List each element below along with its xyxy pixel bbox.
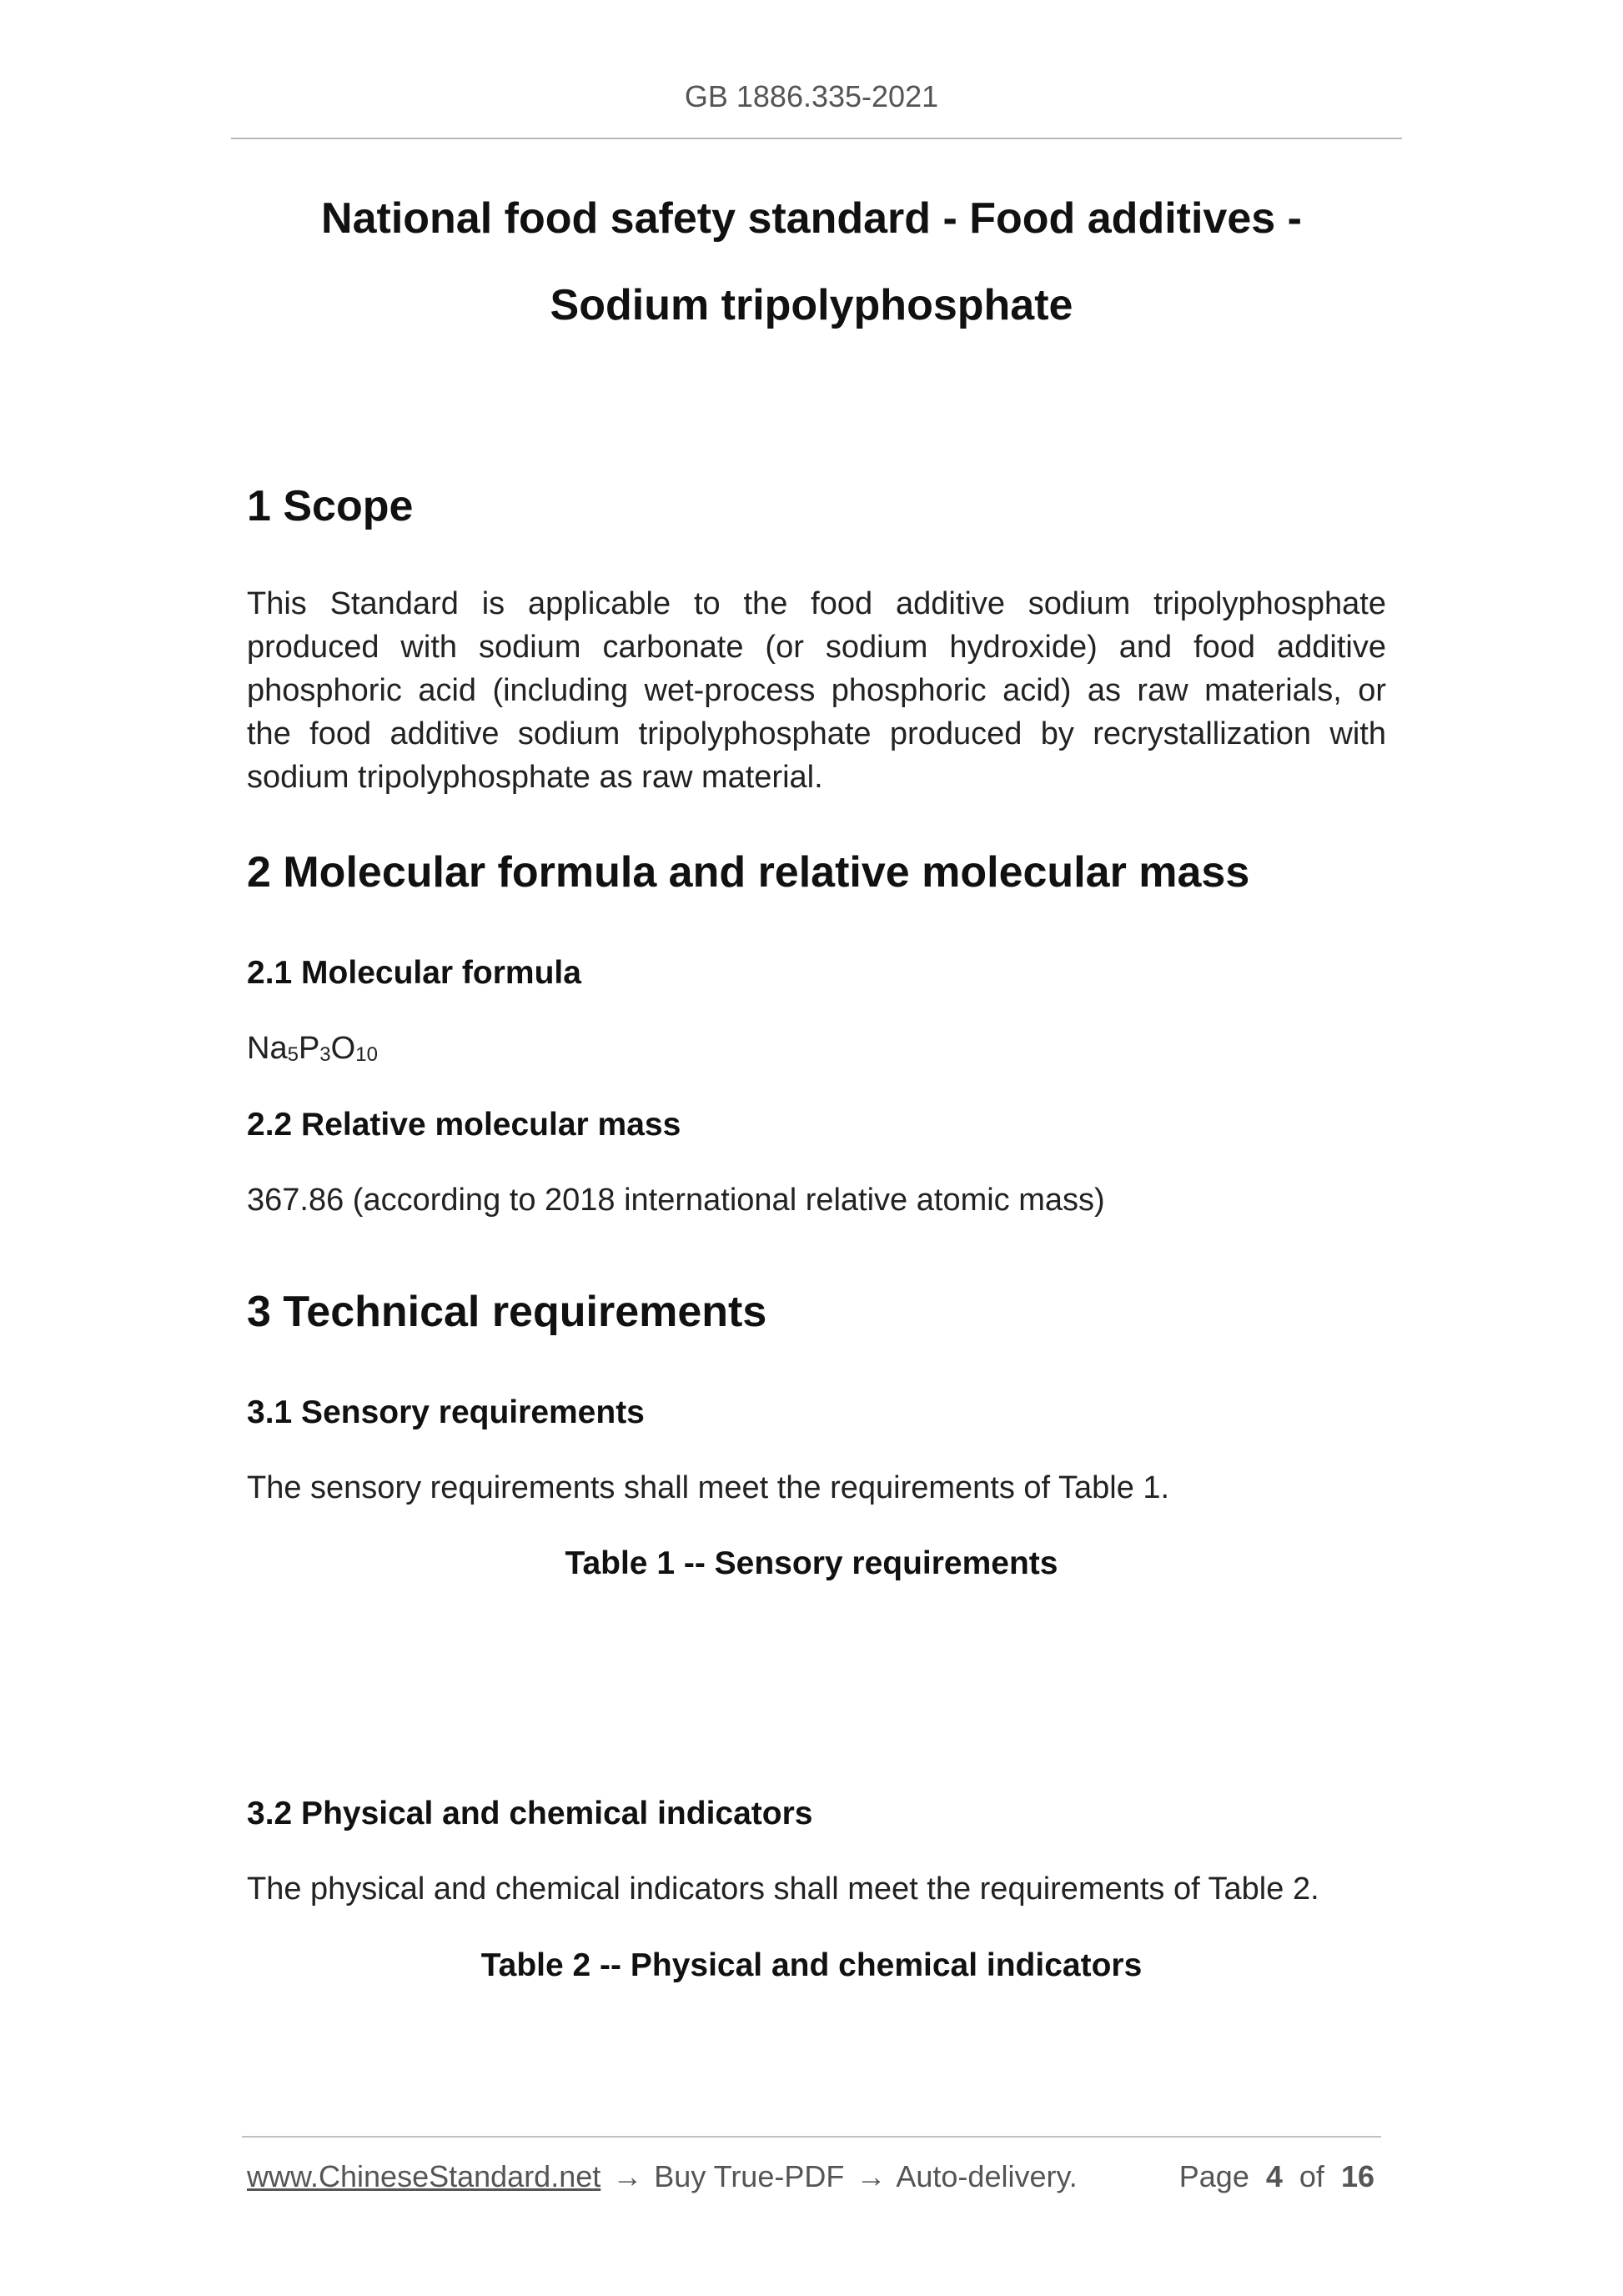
- sensory-requirements-text: The sensory requirements shall meet the requirements of Table 1.: [247, 1470, 1170, 1505]
- section-heading-technical: 3 Technical requirements: [247, 1288, 767, 1336]
- current-page-number: 4: [1265, 2159, 1283, 2193]
- molecular-mass-text: 367.86 (according to 2018 international relative atomic mass): [247, 1183, 1105, 1218]
- page-footer: [247, 2159, 1374, 2194]
- formula-subscript: 3: [319, 1043, 331, 1066]
- document-title-line-1: National food safety standard - Food additives -: [321, 194, 1302, 243]
- of-label: of: [1299, 2159, 1324, 2193]
- document-title-line-2: Sodium tripolyphosphate: [550, 281, 1073, 329]
- scope-line: phosphoric acid (including wet-process phosphoric acid) as raw materials, or: [247, 673, 1386, 708]
- arrow-right-icon: →: [612, 2159, 643, 2193]
- subsection-heading-molecular-formula: 2.1 Molecular formula: [247, 955, 581, 991]
- formula-element: Na: [247, 1031, 288, 1066]
- footer-divider: [242, 2136, 1381, 2138]
- scope-line: produced with sodium carbonate (or sodium hydroxide) and food additive: [247, 630, 1386, 665]
- subsection-heading-physchem: 3.2 Physical and chemical indicators: [247, 1796, 813, 1831]
- scope-line: sodium tripolyphosphate as raw material.: [247, 760, 823, 795]
- section-heading-molecular: 2 Molecular formula and relative molecular mass: [247, 848, 1250, 897]
- arrow-right-icon: →: [856, 2159, 887, 2193]
- document-code-header: GB 1886.335-2021: [684, 79, 939, 113]
- table-1-caption: Table 1 -- Sensory requirements: [565, 1545, 1058, 1581]
- physchem-indicators-text: The physical and chemical indicators shall meet the requirements of Table 2.: [247, 1871, 1319, 1907]
- formula-subscript: 5: [287, 1043, 299, 1066]
- scope-line: This Standard is applicable to the food additive sodium tripolyphosphate: [247, 586, 1386, 621]
- subsection-heading-molecular-mass: 2.2 Relative molecular mass: [247, 1107, 681, 1143]
- subsection-heading-sensory: 3.1 Sensory requirements: [247, 1394, 645, 1430]
- buy-true-pdf-text: Buy True-PDF: [654, 2159, 845, 2193]
- section-heading-scope: 1 Scope: [247, 482, 414, 530]
- website-link[interactable]: www.ChineseStandard.net: [247, 2159, 601, 2193]
- auto-delivery-text: Auto-delivery.: [896, 2159, 1078, 2193]
- page-label: Page: [1178, 2159, 1249, 2193]
- formula-subscript: 10: [355, 1043, 378, 1066]
- molecular-formula: [247, 1031, 378, 1067]
- table-2-caption: Table 2 -- Physical and chemical indicators: [480, 1947, 1143, 1983]
- formula-element: O: [330, 1031, 356, 1066]
- formula-element: P: [298, 1031, 320, 1066]
- page-indicator: [1179, 2159, 1374, 2194]
- header-divider: [231, 138, 1402, 139]
- total-pages-number: 16: [1340, 2159, 1374, 2193]
- scope-line: the food additive sodium tripolyphosphate produced by recrystallization with: [247, 716, 1386, 751]
